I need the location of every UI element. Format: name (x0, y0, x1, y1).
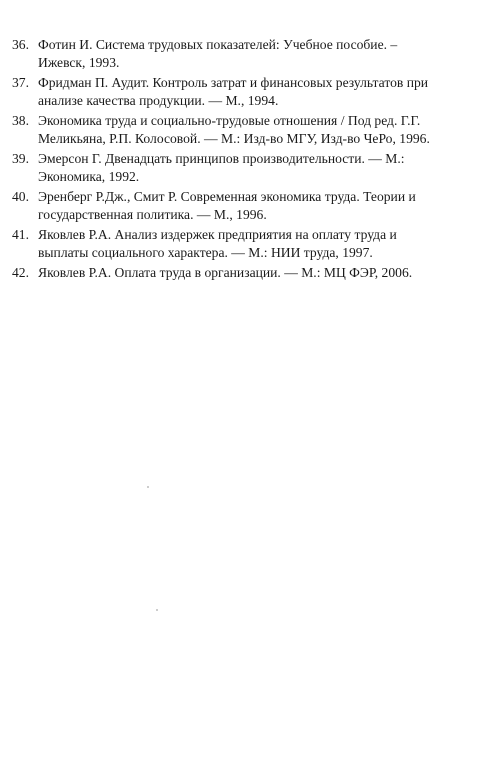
reference-text: Экономика труда и социально-трудовые отношения / Под ред. Г.Г. Меликьяна, Р.П. Колосовой. — М.: Изд-во МГУ, Изд-во ЧеРо, 1996. (38, 113, 430, 146)
reference-list (12, 36, 444, 285)
reference-number: 41. (12, 227, 29, 242)
scan-speck (147, 486, 149, 488)
reference-item (12, 74, 444, 109)
reference-item (12, 150, 444, 185)
reference-number: 40. (12, 189, 29, 204)
reference-number: 39. (12, 151, 29, 166)
reference-item (12, 36, 444, 71)
reference-number: 38. (12, 113, 29, 128)
reference-number: 36. (12, 37, 29, 52)
reference-item (12, 264, 444, 282)
reference-item (12, 226, 444, 261)
reference-text: Фридман П. Аудит. Контроль затрат и финансовых результатов при анализе качества продукции. — М., 1994. (38, 75, 429, 108)
reference-item (12, 188, 444, 223)
reference-number: 37. (12, 75, 29, 90)
reference-number: 42. (12, 265, 29, 280)
reference-text: Эмерсон Г. Двенадцать принципов производительности. — М.: Экономика, 1992. (38, 151, 405, 184)
reference-text: Фотин И. Система трудовых показателей: Учебное пособие. – Ижевск, 1993. (38, 37, 398, 70)
reference-text: Яковлев Р.А. Оплата труда в организации. — М.: МЦ ФЭР, 2006. (38, 265, 413, 280)
scan-speck (156, 609, 158, 611)
reference-text: Эренберг Р.Дж., Смит Р. Современная экономика труда. Теории и государственная политика. — М., 1996. (38, 189, 416, 222)
reference-text: Яковлев Р.А. Анализ издержек предприятия на оплату труда и выплаты социального характера. — М.: НИИ труда, 1997. (38, 227, 397, 260)
reference-item (12, 112, 444, 147)
